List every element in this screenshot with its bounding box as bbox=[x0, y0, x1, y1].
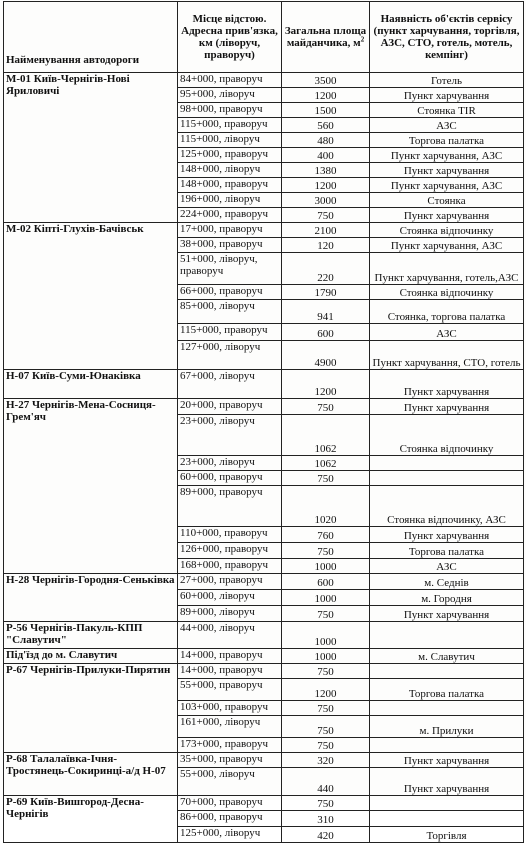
road-name-cell: Н-27 Чернігів-Мена-Сосниця-Грем'яч bbox=[4, 399, 178, 574]
area-cell: 440 bbox=[282, 768, 370, 796]
area-cell: 1062 bbox=[282, 415, 370, 456]
service-cell: Пункт харчування bbox=[370, 208, 524, 223]
location-cell: 196+000, ліворуч bbox=[178, 193, 282, 208]
table-row bbox=[4, 73, 524, 88]
area-cell: 2100 bbox=[282, 223, 370, 238]
location-cell: 115+000, ліворуч bbox=[178, 133, 282, 148]
parking-table bbox=[3, 1, 524, 843]
area-cell: 750 bbox=[282, 796, 370, 811]
area-cell: 750 bbox=[282, 208, 370, 223]
area-cell: 750 bbox=[282, 543, 370, 559]
area-cell: 320 bbox=[282, 753, 370, 768]
service-cell: м. Седнів bbox=[370, 574, 524, 590]
service-cell: Пункт харчування bbox=[370, 753, 524, 768]
area-cell: 750 bbox=[282, 716, 370, 738]
location-cell: 148+000, праворуч bbox=[178, 178, 282, 193]
area-cell: 420 bbox=[282, 827, 370, 843]
road-name-cell: Н-07 Київ-Суми-Юнаківка bbox=[4, 370, 178, 399]
area-cell: 600 bbox=[282, 324, 370, 341]
road-name-cell: Р-56 Чернігів-Пакуль-КПП "Славутич" bbox=[4, 622, 178, 649]
area-cell: 600 bbox=[282, 574, 370, 590]
service-cell: Стоянка відпочинку bbox=[370, 285, 524, 300]
table-row bbox=[4, 649, 524, 664]
table-row bbox=[4, 664, 524, 679]
service-cell: Торгівля bbox=[370, 827, 524, 843]
service-cell: Готель bbox=[370, 73, 524, 88]
header-area-superscript: 2 bbox=[360, 35, 365, 44]
area-cell: 750 bbox=[282, 471, 370, 486]
area-cell: 120 bbox=[282, 238, 370, 253]
area-cell: 1000 bbox=[282, 590, 370, 606]
area-cell: 760 bbox=[282, 527, 370, 543]
area-cell: 1200 bbox=[282, 679, 370, 701]
service-cell: Пункт харчування bbox=[370, 88, 524, 103]
service-cell: Пункт харчування bbox=[370, 399, 524, 415]
area-cell: 941 bbox=[282, 300, 370, 324]
area-cell: 1000 bbox=[282, 559, 370, 574]
service-cell: Пункт харчування, АЗС bbox=[370, 178, 524, 193]
area-cell: 750 bbox=[282, 701, 370, 716]
header-road: Найменування автодороги bbox=[4, 2, 178, 73]
service-cell: м. Славутич bbox=[370, 649, 524, 664]
area-cell: 1062 bbox=[282, 456, 370, 471]
location-cell: 27+000, праворуч bbox=[178, 574, 282, 590]
location-cell: 115+000, праворуч bbox=[178, 118, 282, 133]
location-cell: 55+000, ліворуч bbox=[178, 768, 282, 796]
service-cell bbox=[370, 456, 524, 471]
location-cell: 110+000, праворуч bbox=[178, 527, 282, 543]
service-cell: Пункт харчування, АЗС bbox=[370, 148, 524, 163]
service-cell: Пункт харчування bbox=[370, 768, 524, 796]
table-row bbox=[4, 370, 524, 399]
service-cell: Пункт харчування, готель,АЗС bbox=[370, 253, 524, 285]
service-cell: Стоянка відпочинку, АЗС bbox=[370, 486, 524, 527]
area-cell: 1000 bbox=[282, 649, 370, 664]
area-cell: 3500 bbox=[282, 73, 370, 88]
service-cell bbox=[370, 664, 524, 679]
location-cell: 125+000, ліворуч bbox=[178, 827, 282, 843]
service-cell: Пункт харчування bbox=[370, 527, 524, 543]
header-area bbox=[282, 2, 370, 73]
location-cell: 51+000, ліворуч, праворуч bbox=[178, 253, 282, 285]
road-name-cell: Р-67 Чернігів-Прилуки-Пирятин bbox=[4, 664, 178, 753]
area-cell: 480 bbox=[282, 133, 370, 148]
location-cell: 44+000, ліворуч bbox=[178, 622, 282, 649]
area-cell: 1200 bbox=[282, 370, 370, 399]
table-row bbox=[4, 223, 524, 238]
location-cell: 125+000, праворуч bbox=[178, 148, 282, 163]
area-cell: 1000 bbox=[282, 622, 370, 649]
area-cell: 750 bbox=[282, 738, 370, 753]
service-cell: Стоянка відпочинку bbox=[370, 415, 524, 456]
road-name-cell: М-01 Київ-Чернігів-Нові Яриловичі bbox=[4, 73, 178, 223]
area-cell: 1020 bbox=[282, 486, 370, 527]
area-cell: 310 bbox=[282, 811, 370, 827]
table-row bbox=[4, 399, 524, 415]
table-row bbox=[4, 574, 524, 590]
header-services: Наявність об'єктів сервісу (пункт харчування, торгівля, АЗС, СТО, готель, мотель, кемпінг) bbox=[370, 2, 524, 73]
location-cell: 168+000, праворуч bbox=[178, 559, 282, 574]
service-cell: Стоянка відпочинку bbox=[370, 223, 524, 238]
area-cell: 750 bbox=[282, 399, 370, 415]
location-cell: 23+000, ліворуч bbox=[178, 456, 282, 471]
location-cell: 60+000, ліворуч bbox=[178, 590, 282, 606]
location-cell: 224+000, праворуч bbox=[178, 208, 282, 223]
service-cell bbox=[370, 811, 524, 827]
area-cell: 750 bbox=[282, 606, 370, 622]
location-cell: 98+000, праворуч bbox=[178, 103, 282, 118]
location-cell: 85+000, ліворуч bbox=[178, 300, 282, 324]
area-cell: 1500 bbox=[282, 103, 370, 118]
location-cell: 89+000, ліворуч bbox=[178, 606, 282, 622]
service-cell: Пункт харчування bbox=[370, 606, 524, 622]
service-cell: Пункт харчування, СТО, готель bbox=[370, 341, 524, 370]
service-cell: Пункт харчування bbox=[370, 163, 524, 178]
location-cell: 60+000, праворуч bbox=[178, 471, 282, 486]
location-cell: 84+000, праворуч bbox=[178, 73, 282, 88]
service-cell: АЗС bbox=[370, 118, 524, 133]
service-cell: Стоянка TIR bbox=[370, 103, 524, 118]
road-name-cell: Під'їзд до м. Славутич bbox=[4, 649, 178, 664]
location-cell: 67+000, ліворуч bbox=[178, 370, 282, 399]
service-cell: Пункт харчування bbox=[370, 370, 524, 399]
service-cell bbox=[370, 738, 524, 753]
service-cell: м. Городня bbox=[370, 590, 524, 606]
service-cell bbox=[370, 622, 524, 649]
area-cell: 400 bbox=[282, 148, 370, 163]
service-cell: Стоянка bbox=[370, 193, 524, 208]
service-cell bbox=[370, 796, 524, 811]
location-cell: 17+000, праворуч bbox=[178, 223, 282, 238]
location-cell: 103+000, праворуч bbox=[178, 701, 282, 716]
service-cell: Торгова палатка bbox=[370, 679, 524, 701]
location-cell: 38+000, праворуч bbox=[178, 238, 282, 253]
road-name-cell: Р-68 Талалаївка-Ічня-Тростянець-Сокиринці-а/д Н-07 bbox=[4, 753, 178, 796]
location-cell: 55+000, праворуч bbox=[178, 679, 282, 701]
service-cell: Торгова палатка bbox=[370, 133, 524, 148]
service-cell: АЗС bbox=[370, 559, 524, 574]
location-cell: 20+000, праворуч bbox=[178, 399, 282, 415]
road-name-cell: М-02 Кіпті-Глухів-Бачівськ bbox=[4, 223, 178, 370]
location-cell: 66+000, праворуч bbox=[178, 285, 282, 300]
header-area-text: Загальна площа майданчика, м bbox=[284, 25, 367, 49]
location-cell: 14+000, праворуч bbox=[178, 664, 282, 679]
location-cell: 173+000, праворуч bbox=[178, 738, 282, 753]
area-cell: 1200 bbox=[282, 178, 370, 193]
location-cell: 95+000, ліворуч bbox=[178, 88, 282, 103]
service-cell: Пункт харчування, АЗС bbox=[370, 238, 524, 253]
service-cell: Торгова палатка bbox=[370, 543, 524, 559]
table-body bbox=[4, 73, 524, 843]
location-cell: 23+000, ліворуч bbox=[178, 415, 282, 456]
area-cell: 1380 bbox=[282, 163, 370, 178]
location-cell: 148+000, ліворуч bbox=[178, 163, 282, 178]
area-cell: 220 bbox=[282, 253, 370, 285]
area-cell: 750 bbox=[282, 664, 370, 679]
header-location: Місце відстою. Адресна прив'язка, км (ліворуч, праворуч) bbox=[178, 2, 282, 73]
service-cell: Стоянка, торгова палатка bbox=[370, 300, 524, 324]
location-cell: 35+000, праворуч bbox=[178, 753, 282, 768]
location-cell: 86+000, праворуч bbox=[178, 811, 282, 827]
service-cell: м. Прилуки bbox=[370, 716, 524, 738]
location-cell: 14+000, праворуч bbox=[178, 649, 282, 664]
area-cell: 4900 bbox=[282, 341, 370, 370]
table-row bbox=[4, 753, 524, 768]
road-name-cell: Р-69 Київ-Вишгород-Десна-Чернігів bbox=[4, 796, 178, 843]
service-cell: АЗС bbox=[370, 324, 524, 341]
location-cell: 115+000, праворуч bbox=[178, 324, 282, 341]
table-row bbox=[4, 622, 524, 649]
area-cell: 560 bbox=[282, 118, 370, 133]
area-cell: 3000 bbox=[282, 193, 370, 208]
road-name-cell: Н-28 Чернігів-Городня-Сеньківка bbox=[4, 574, 178, 622]
location-cell: 127+000, ліворуч bbox=[178, 341, 282, 370]
table-row bbox=[4, 796, 524, 811]
location-cell: 89+000, праворуч bbox=[178, 486, 282, 527]
area-cell: 1200 bbox=[282, 88, 370, 103]
area-cell: 1790 bbox=[282, 285, 370, 300]
service-cell bbox=[370, 471, 524, 486]
location-cell: 161+000, ліворуч bbox=[178, 716, 282, 738]
location-cell: 126+000, праворуч bbox=[178, 543, 282, 559]
service-cell bbox=[370, 701, 524, 716]
location-cell: 70+000, праворуч bbox=[178, 796, 282, 811]
